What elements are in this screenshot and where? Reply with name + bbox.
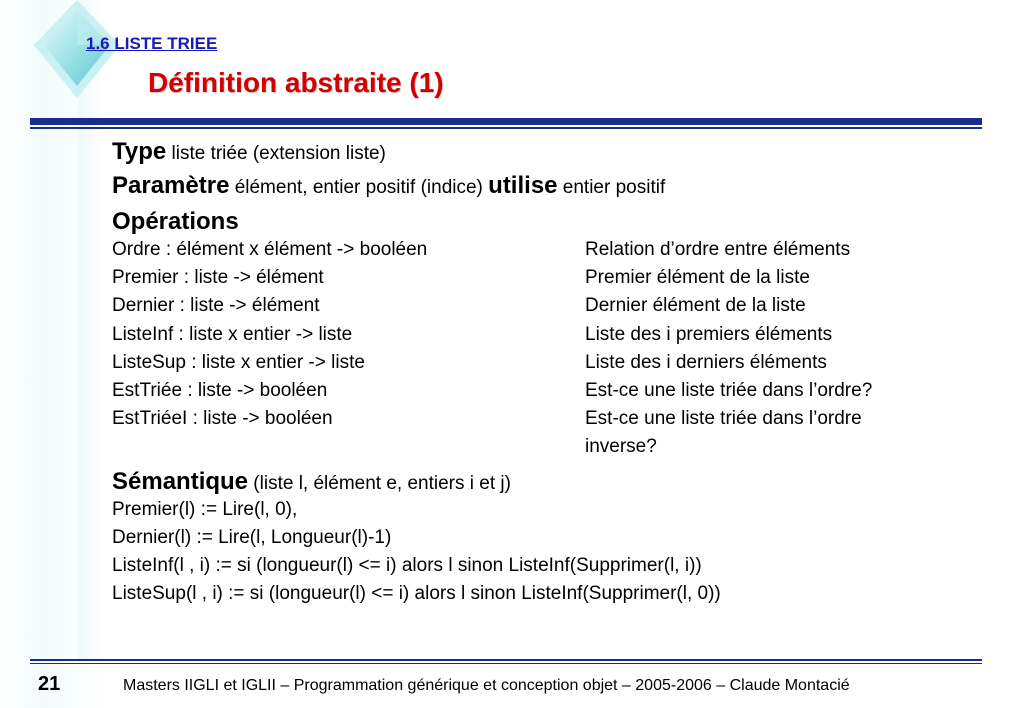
- operation-row: [112, 292, 992, 320]
- operation-row: [112, 264, 992, 292]
- operation-signature: ListeInf : liste x entier -> liste: [112, 323, 353, 345]
- operation-description-line1: Est-ce une liste triée dans l’ordre: [585, 408, 862, 430]
- operation-signature: ListeSup : liste x entier -> liste: [112, 351, 365, 373]
- semantics-list: [112, 496, 992, 609]
- parameter-keyword: Paramètre: [112, 172, 230, 199]
- footer-rule-upper: [30, 659, 982, 661]
- page-number: 21: [38, 673, 61, 695]
- semantics-rule: Premier(l) := Lire(l, 0),: [112, 498, 298, 520]
- operation-description: Liste des i derniers éléments: [585, 351, 827, 373]
- operation-description: Premier élément de la liste: [585, 267, 810, 289]
- semantics-keyword: Sémantique: [112, 467, 249, 495]
- semantics-text: (liste l, élément e, entiers i et j): [248, 472, 511, 494]
- uses-keyword: utilise: [488, 172, 558, 199]
- operation-signature: Ordre : élément x élément -> booléen: [112, 239, 428, 260]
- header-rule-thick: [30, 118, 982, 125]
- operation-signature: Premier : liste -> élément: [112, 267, 324, 289]
- semantics-rule: ListeSup(l , i) := si (longueur(l) <= i) alors l sinon ListeInf(Supprimer(l, 0)): [112, 583, 721, 605]
- semantics-rule: ListeInf(l , i) := si (longueur(l) <= i) alors l sinon ListeInf(Supprimer(l, i)): [112, 554, 702, 576]
- operation-description: Relation d’ordre entre éléments: [585, 239, 851, 260]
- type-text: liste triée (extension liste): [166, 143, 386, 164]
- operation-description: Est-ce une liste triée dans l’ordre?: [585, 379, 873, 401]
- operation-signature: EstTriée : liste -> booléen: [112, 379, 328, 401]
- operation-row: [112, 321, 992, 349]
- operation-signature: Dernier : liste -> élément: [112, 295, 320, 317]
- operation-description: Liste des i premiers éléments: [585, 323, 833, 345]
- operation-row: [112, 236, 992, 264]
- semantics-rule: Dernier(l) := Lire(l, Longueur(l)-1): [112, 526, 392, 548]
- operation-row: [112, 405, 992, 461]
- operations-list: [112, 236, 992, 462]
- header-rule: [30, 118, 982, 130]
- slide-body: [112, 134, 992, 608]
- parameter-text: élément, entier positif (indice): [229, 177, 489, 198]
- semantics-line: [112, 462, 992, 496]
- section-title: 1.6 LISTE TRIEE: [86, 34, 218, 53]
- operation-row: [112, 349, 992, 377]
- type-line: [112, 134, 992, 166]
- type-keyword: Type: [112, 138, 167, 165]
- operation-description-line2: inverse?: [585, 436, 657, 458]
- operation-description: Dernier élément de la liste: [585, 295, 806, 317]
- operation-description: [585, 405, 862, 461]
- header-rule-thin: [30, 127, 982, 129]
- footer-rule: [30, 659, 982, 665]
- slide-title: Définition abstraite (1): [148, 67, 444, 98]
- operation-signature: EstTriéeI : liste -> booléen: [112, 408, 333, 430]
- parameter-line: [112, 166, 992, 202]
- uses-text: entier positif: [557, 177, 666, 198]
- operations-heading: Opérations: [112, 208, 239, 235]
- footer-text: Masters IIGLI et IGLII – Programmation générique et conception objet – 2005-2006 – Claude Montacié: [123, 677, 850, 694]
- footer-rule-lower: [30, 663, 982, 664]
- operation-row: [112, 377, 992, 405]
